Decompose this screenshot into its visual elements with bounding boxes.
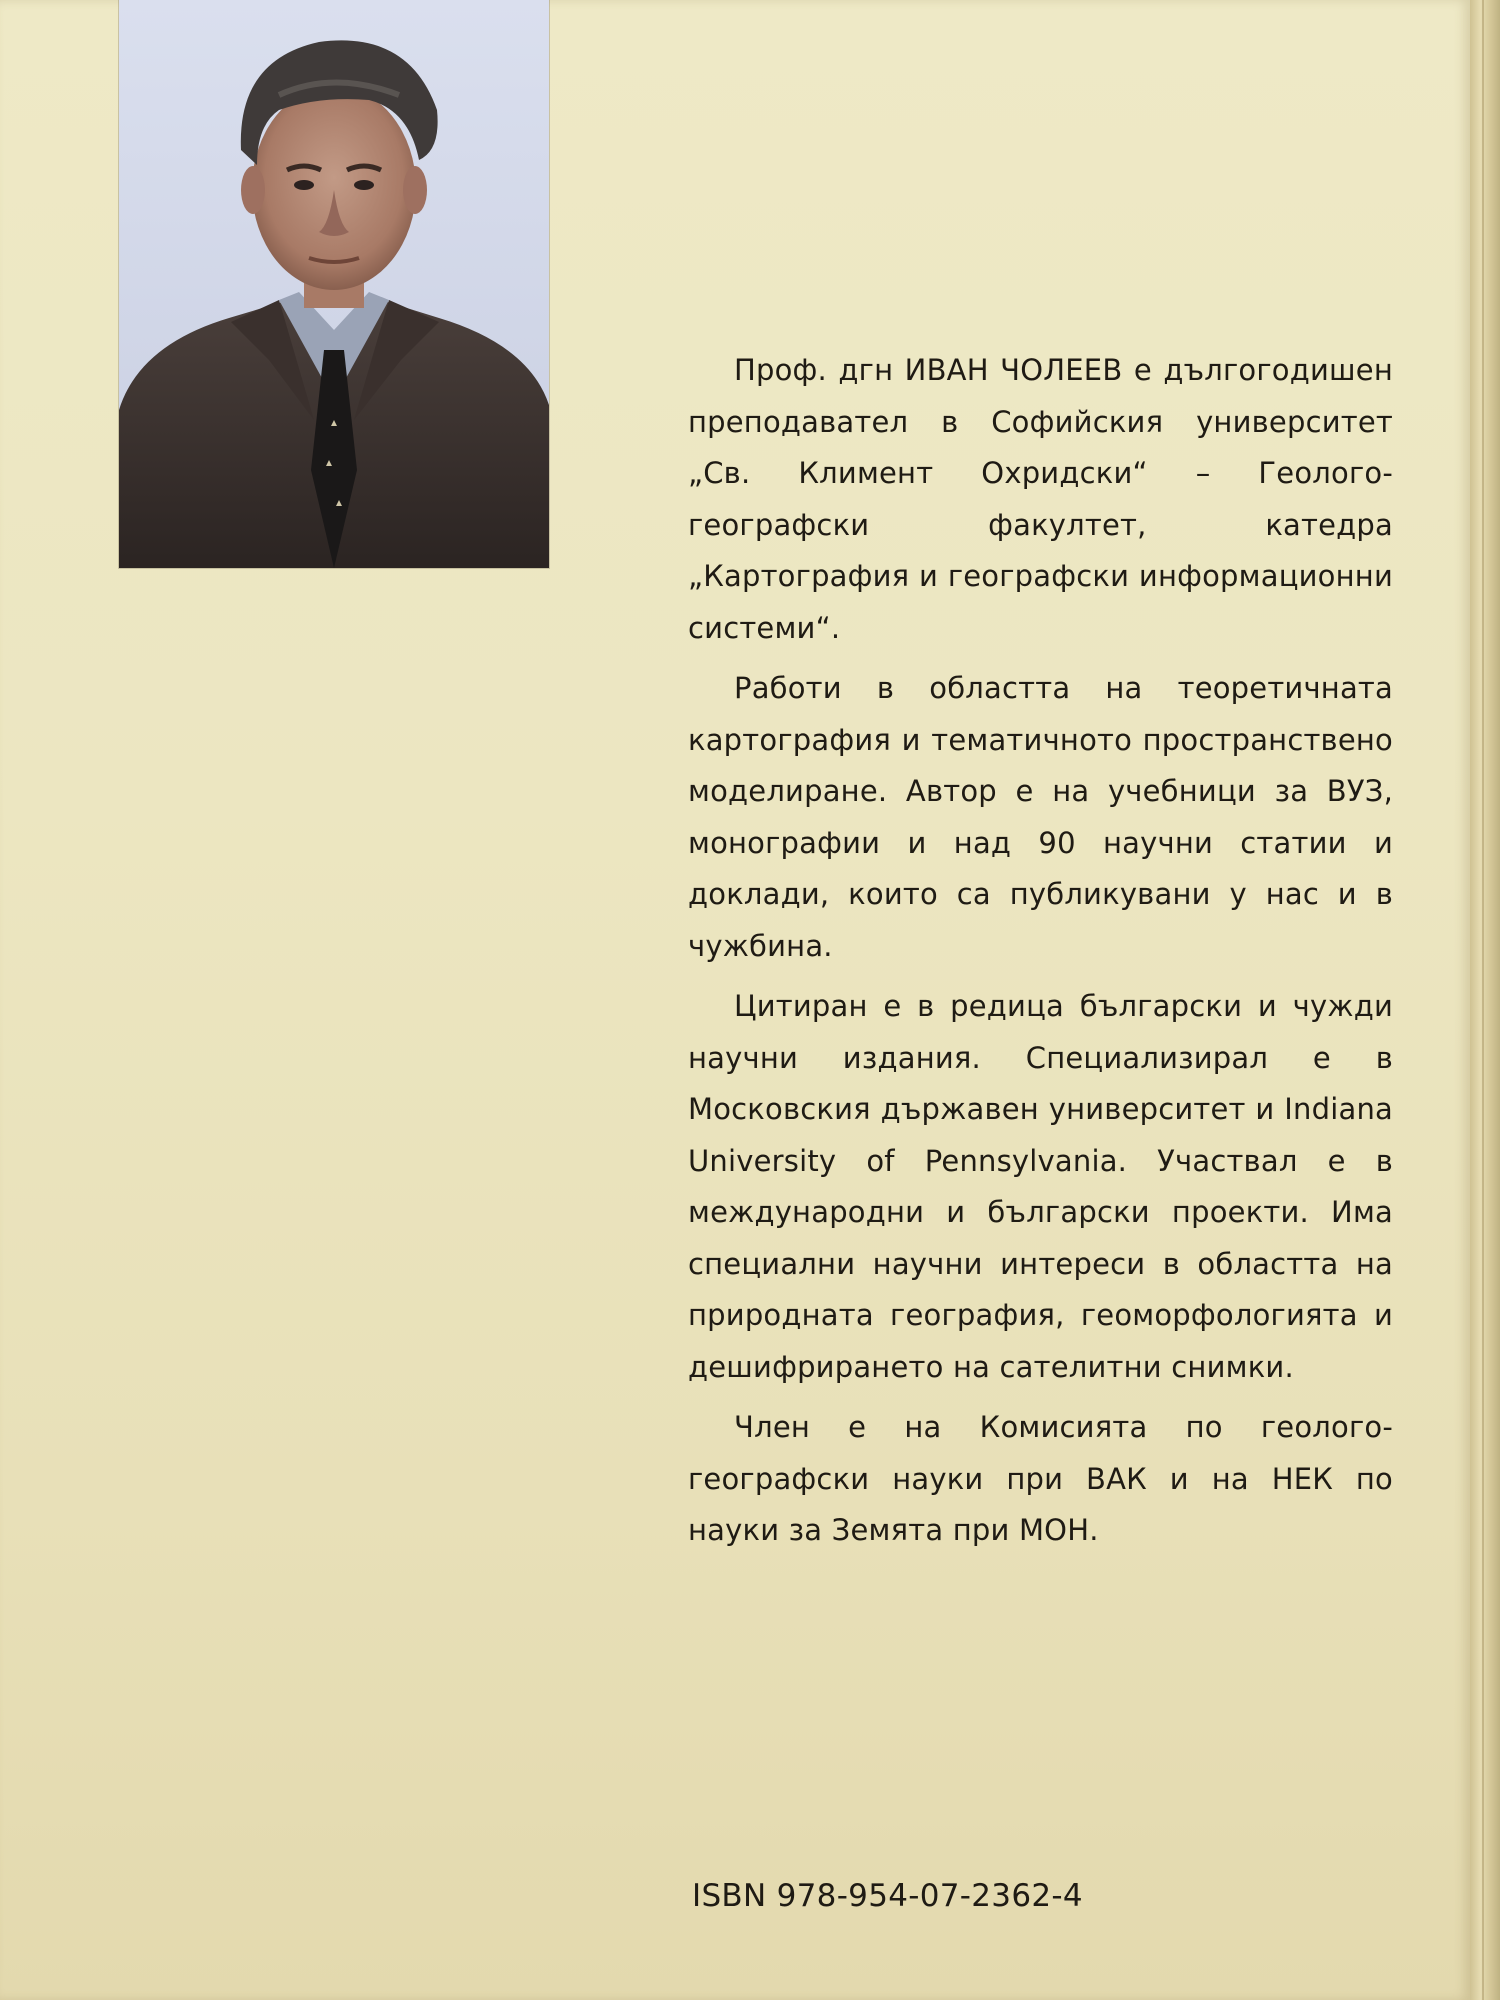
author-biography bbox=[688, 345, 1393, 1566]
bio-paragraph: Цитиран е в редица български и чужди научни издания. Специализирал е в Московския държавен университет и Indiana University of Pennsylvania. Участвал е в международни и български проекти. Има специални научни интереси в областта на природната география, геоморфологията и дешифрирането на сателитни снимки. bbox=[688, 989, 1393, 1384]
bio-paragraph: Член е на Комисията по геолого-географски науки при ВАК и на НЕК по науки за Земята при МОН. bbox=[688, 1410, 1393, 1547]
bio-paragraph: Работи в областта на теоретичната картография и тематичното пространствено моделиране. Автор е на учебници за ВУЗ, монографии и над 90 научни статии и доклади, които са публикувани у нас и в чужбина. bbox=[688, 671, 1393, 963]
author-photo bbox=[119, 0, 549, 568]
book-spine-edge bbox=[1470, 0, 1500, 2000]
author-portrait-image bbox=[119, 0, 549, 568]
isbn-number: ISBN 978-954-07-2362-4 bbox=[692, 1878, 1083, 1914]
bio-paragraph: Проф. дгн ИВАН ЧОЛЕЕВ е дългогодишен преподавател в Софийския университет „Св. Климент Охридски“ – Геолого-географски факултет, катедра „Картография и географски информационни системи“. bbox=[688, 353, 1393, 645]
